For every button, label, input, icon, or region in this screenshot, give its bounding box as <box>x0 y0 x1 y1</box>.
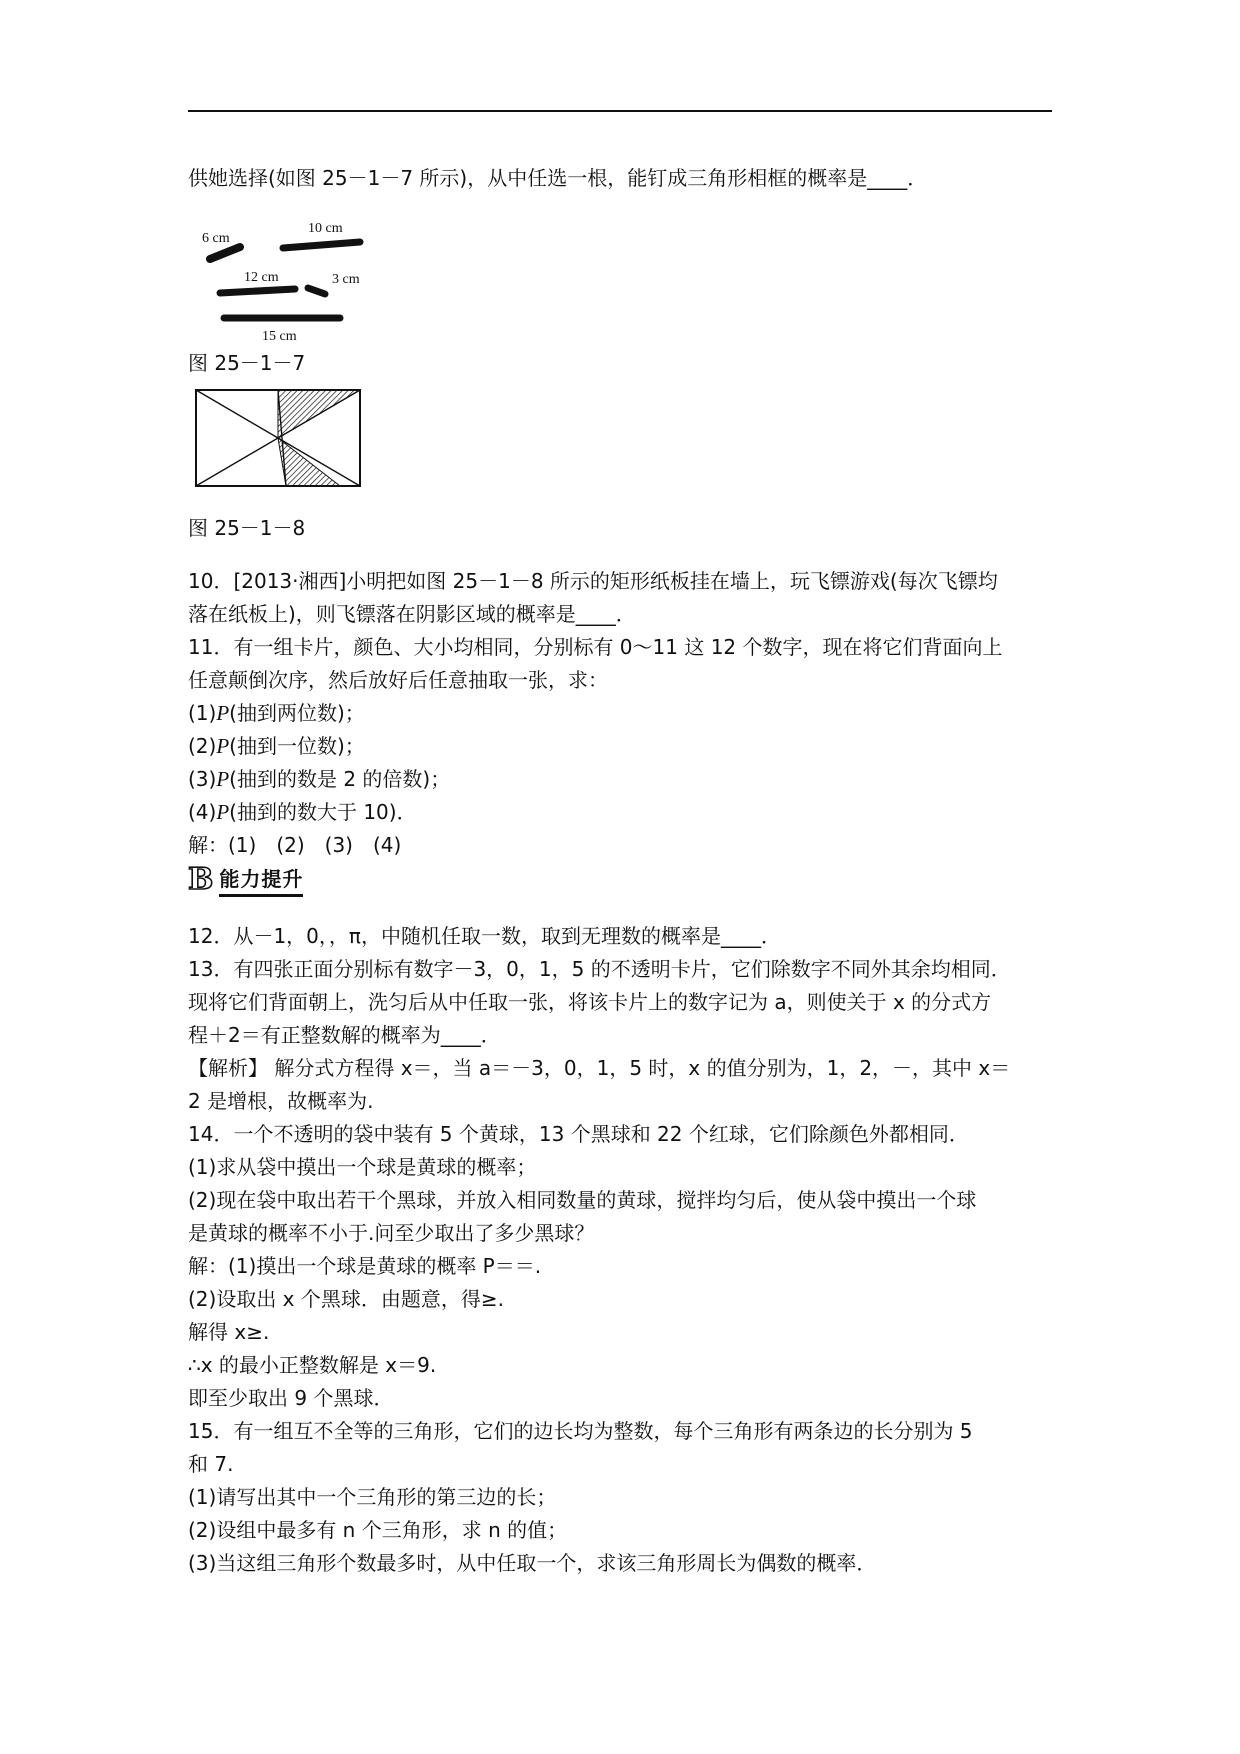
figure-caption: 图 25－1－8 <box>188 516 306 540</box>
section-title: 能力提升 <box>219 863 303 897</box>
question-14-line: ∴x 的最小正整数解是 x＝9. <box>188 1353 437 1377</box>
question-14-line: (1)求从袋中摸出一个球是黄球的概率； <box>188 1155 537 1179</box>
stick-12cm <box>220 289 295 293</box>
question-13-analysis: 2 是增根，故概率为. <box>188 1089 374 1113</box>
question-11-part: (1)P(抽到两位数)； <box>188 701 365 725</box>
question-13-line: 现将它们背面朝上，洗匀后从中任取一张，将该卡片上的数字记为 a，则使关于 x 的分式方 <box>188 990 992 1014</box>
stick-label: 15 cm <box>262 329 297 344</box>
header-rule <box>188 110 1052 112</box>
document-body <box>188 162 1068 1580</box>
figure-caption: 图 25－1－7 <box>188 351 306 375</box>
stick-label: 3 cm <box>332 272 360 287</box>
question-13-line: 13．有四张正面分别标有数字－3，0，1，5 的不透明卡片，它们除数字不同外其余均相同． <box>188 957 1011 981</box>
question-14-line: (2)设取出 x 个黑球．由题意，得≥. <box>188 1287 504 1311</box>
stick-3cm <box>308 288 325 294</box>
text-line: 供她选择(如图 25－1－7 所示)，从中任选一根，能钉成三角形相框的概率是____． <box>188 166 928 190</box>
question-15-line: 和 7. <box>188 1452 234 1476</box>
question-13-line: 程＋2＝有正整数解的概率为____． <box>188 1023 501 1047</box>
question-11-part: (3)P(抽到的数是 2 的倍数)； <box>188 767 451 791</box>
section-badge <box>188 860 1068 900</box>
section-letter: B <box>188 862 214 897</box>
stick-label: 6 cm <box>202 231 230 246</box>
stick-label: 10 cm <box>308 221 343 236</box>
stick-label: 12 cm <box>244 270 279 285</box>
question-11-line: 11．有一组卡片，颜色、大小均相同，分别标有 0～11 这 12 个数字，现在将它们背面向上 <box>188 635 1003 659</box>
question-14-line: 即至少取出 9 个黑球． <box>188 1386 394 1410</box>
question-10-line: 10．[2013·湘西]小明把如图 25－1－8 所示的矩形纸板挂在墙上，玩飞镖游戏(每次飞镖均 <box>188 569 998 593</box>
question-11-part: (4)P(抽到的数大于 10)． <box>188 800 417 824</box>
question-14-line: 解得 x≥. <box>188 1320 270 1344</box>
stick-10cm <box>283 242 360 248</box>
question-11-answer: 解：(1) (2) (3) (4) <box>188 833 402 857</box>
question-15-line: (2)设组中最多有 n 个三角形，求 n 的值； <box>188 1518 568 1542</box>
question-12-line: 12．从－1，0，，π，中随机任取一数，取到无理数的概率是____． <box>188 924 781 948</box>
question-11-line: 任意颠倒次序，然后放好后任意抽取一张，求： <box>188 668 608 692</box>
stick-6cm <box>210 247 240 259</box>
question-10-line: 落在纸板上)，则飞镖落在阴影区域的概率是____． <box>188 602 636 626</box>
question-14-line: 是黄球的概率不小于.问至少取出了多少黑球？ <box>188 1221 595 1245</box>
figure-rectangle <box>188 386 364 492</box>
question-14-line: 解：(1)摸出一个球是黄球的概率 P＝＝. <box>188 1254 542 1278</box>
question-11-part: (2)P(抽到一位数)； <box>188 734 365 758</box>
question-15-line: (3)当这组三角形个数最多时，从中任取一个，求该三角形周长为偶数的概率． <box>188 1551 877 1575</box>
question-15-line: (1)请写出其中一个三角形的第三边的长； <box>188 1485 557 1509</box>
question-13-analysis: 【解析】 解分式方程得 x＝，当 a＝－3，0，1，5 时，x 的值分别为，1，2，－，其中 x＝ <box>188 1056 1011 1080</box>
question-14-line: 14．一个不透明的袋中装有 5 个黄球，13 个黑球和 22 个红球，它们除颜色外都相同． <box>188 1122 969 1146</box>
question-14-line: (2)现在袋中取出若干个黑球，并放入相同数量的黄球，搅拌均匀后，使从袋中摸出一个球 <box>188 1188 977 1212</box>
figure-sticks <box>188 207 388 344</box>
question-15-line: 15．有一组互不全等的三角形，它们的边长均为整数，每个三角形有两条边的长分别为 5 <box>188 1419 973 1443</box>
